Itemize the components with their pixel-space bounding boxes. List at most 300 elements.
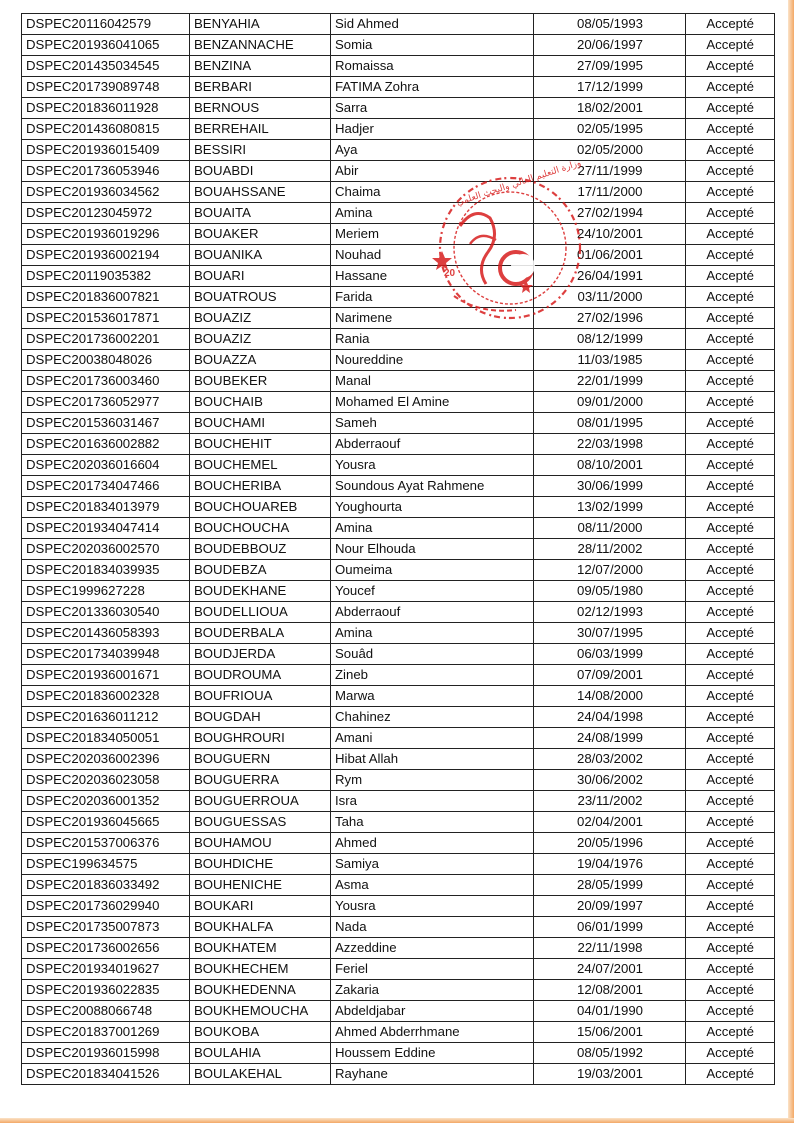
first-name-cell: Amina [331,623,534,644]
last-name-cell: BOUDEBZA [190,560,331,581]
status-cell: Accepté [686,455,775,476]
table-row [22,56,775,77]
registration-id-cell: DSPEC20123045972 [22,203,190,224]
first-name-cell: Sid Ahmed [331,14,534,35]
last-name-cell: BOUKHECHEM [190,959,331,980]
birth-date-cell: 30/06/1999 [534,476,686,497]
last-name-cell: BOUKARI [190,896,331,917]
status-cell: Accepté [686,959,775,980]
registration-id-cell: DSPEC201336030540 [22,602,190,623]
first-name-cell: Sarra [331,98,534,119]
registration-id-cell: DSPEC201734047466 [22,476,190,497]
stamp-number: 20 [444,268,456,279]
birth-date-cell: 27/02/1994 [534,203,686,224]
first-name-cell: Meriem [331,224,534,245]
table-row [22,833,775,854]
first-name-cell: Zakaria [331,980,534,1001]
status-cell: Accepté [686,371,775,392]
last-name-cell: BOUCHOUAREB [190,497,331,518]
table-row [22,959,775,980]
last-name-cell: BOUAKER [190,224,331,245]
first-name-cell: Youghourta [331,497,534,518]
status-cell: Accepté [686,581,775,602]
status-cell: Accepté [686,728,775,749]
status-cell: Accepté [686,644,775,665]
last-name-cell: BOUCHAIB [190,392,331,413]
first-name-cell: Youcef [331,581,534,602]
birth-date-cell: 08/11/2000 [534,518,686,539]
last-name-cell: BOUCHAMI [190,413,331,434]
status-cell: Accepté [686,434,775,455]
table-row [22,749,775,770]
first-name-cell: Nour Elhouda [331,539,534,560]
table-row [22,875,775,896]
birth-date-cell: 20/09/1997 [534,896,686,917]
last-name-cell: BOUFRIOUA [190,686,331,707]
first-name-cell: Oumeima [331,560,534,581]
status-cell: Accepté [686,686,775,707]
status-cell: Accepté [686,161,775,182]
table-row [22,161,775,182]
first-name-cell: Marwa [331,686,534,707]
status-cell: Accepté [686,938,775,959]
first-name-cell: Soundous Ayat Rahmene [331,476,534,497]
last-name-cell: BERREHAIL [190,119,331,140]
first-name-cell: Amina [331,518,534,539]
last-name-cell: BOUHENICHE [190,875,331,896]
birth-date-cell: 01/06/2001 [534,245,686,266]
status-cell: Accepté [686,476,775,497]
registration-id-cell: DSPEC201736002656 [22,938,190,959]
first-name-cell: FATIMA Zohra [331,77,534,98]
birth-date-cell: 02/12/1993 [534,602,686,623]
last-name-cell: BOUATROUS [190,287,331,308]
table-row [22,770,775,791]
status-cell: Accepté [686,1022,775,1043]
status-cell: Accepté [686,812,775,833]
first-name-cell: Rania [331,329,534,350]
birth-date-cell: 19/03/2001 [534,1064,686,1085]
birth-date-cell: 09/01/2000 [534,392,686,413]
first-name-cell: Azzeddine [331,938,534,959]
first-name-cell: Nada [331,917,534,938]
table-row [22,707,775,728]
table-row [22,854,775,875]
table-row [22,14,775,35]
registration-id-cell: DSPEC201739089748 [22,77,190,98]
last-name-cell: BOUGHROURI [190,728,331,749]
table-row [22,560,775,581]
registration-id-cell: DSPEC20088066748 [22,1001,190,1022]
first-name-cell: Yousra [331,896,534,917]
table-row [22,245,775,266]
registration-id-cell: DSPEC20038048026 [22,350,190,371]
last-name-cell: BOUCHEHIT [190,434,331,455]
registration-id-cell: DSPEC201736003460 [22,371,190,392]
last-name-cell: BENZINA [190,56,331,77]
birth-date-cell: 26/04/1991 [534,266,686,287]
table-row [22,182,775,203]
last-name-cell: BENYAHIA [190,14,331,35]
first-name-cell: Amina [331,203,534,224]
registration-id-cell: DSPEC201836002328 [22,686,190,707]
registration-id-cell: DSPEC202036002570 [22,539,190,560]
first-name-cell: Samiya [331,854,534,875]
birth-date-cell: 17/12/1999 [534,77,686,98]
first-name-cell: Farida [331,287,534,308]
status-cell: Accepté [686,1043,775,1064]
birth-date-cell: 08/12/1999 [534,329,686,350]
last-name-cell: BOUDROUMA [190,665,331,686]
table-row [22,203,775,224]
table-row [22,917,775,938]
registration-id-cell: DSPEC201636011212 [22,707,190,728]
last-name-cell: BOUDJERDA [190,644,331,665]
last-name-cell: BOUGUERN [190,749,331,770]
registration-id-cell: DSPEC201536017871 [22,308,190,329]
status-cell: Accepté [686,14,775,35]
first-name-cell: Hadjer [331,119,534,140]
registration-id-cell: DSPEC201536031467 [22,413,190,434]
first-name-cell: Nouhad [331,245,534,266]
status-cell: Accepté [686,539,775,560]
table-row [22,1022,775,1043]
registration-id-cell: DSPEC201436080815 [22,119,190,140]
status-cell: Accepté [686,56,775,77]
registration-id-cell: DSPEC201537006376 [22,833,190,854]
table-row [22,1043,775,1064]
first-name-cell: Asma [331,875,534,896]
first-name-cell: Chaima [331,182,534,203]
birth-date-cell: 08/10/2001 [534,455,686,476]
status-cell: Accepté [686,287,775,308]
first-name-cell: Abderraouf [331,602,534,623]
status-cell: Accepté [686,35,775,56]
registration-id-cell: DSPEC20119035382 [22,266,190,287]
birth-date-cell: 30/06/2002 [534,770,686,791]
last-name-cell: BERNOUS [190,98,331,119]
birth-date-cell: 24/10/2001 [534,224,686,245]
birth-date-cell: 07/09/2001 [534,665,686,686]
last-name-cell: BOUCHERIBA [190,476,331,497]
last-name-cell: BENZANNACHE [190,35,331,56]
registration-id-cell: DSPEC201936019296 [22,224,190,245]
status-cell: Accepté [686,896,775,917]
registration-id-cell: DSPEC201836007821 [22,287,190,308]
first-name-cell: Mohamed El Amine [331,392,534,413]
official-stamp [430,156,583,336]
birth-date-cell: 03/11/2000 [534,287,686,308]
registration-id-cell: DSPEC201736052977 [22,392,190,413]
birth-date-cell: 27/09/1995 [534,56,686,77]
table-row [22,350,775,371]
first-name-cell: Narimene [331,308,534,329]
first-name-cell: Abir [331,161,534,182]
first-name-cell: Somia [331,35,534,56]
registration-id-cell: DSPEC20116042579 [22,14,190,35]
birth-date-cell: 11/03/1985 [534,350,686,371]
last-name-cell: BOUKOBA [190,1022,331,1043]
registration-id-cell: DSPEC201936002194 [22,245,190,266]
table-row [22,938,775,959]
birth-date-cell: 22/11/1998 [534,938,686,959]
status-cell: Accepté [686,329,775,350]
last-name-cell: BOUKHEMOUCHA [190,1001,331,1022]
table-row [22,77,775,98]
last-name-cell: BOUAZIZ [190,308,331,329]
table-row [22,455,775,476]
birth-date-cell: 13/02/1999 [534,497,686,518]
last-name-cell: BOUKHATEM [190,938,331,959]
status-cell: Accepté [686,308,775,329]
stamp-legend: وزارة التعليم العالي والبحث العلمي [455,158,583,209]
birth-date-cell: 20/06/1997 [534,35,686,56]
last-name-cell: BOUHDICHE [190,854,331,875]
table-row [22,287,775,308]
birth-date-cell: 23/11/2002 [534,791,686,812]
last-name-cell: BOUBEKER [190,371,331,392]
table-row [22,497,775,518]
status-cell: Accepté [686,119,775,140]
status-cell: Accepté [686,140,775,161]
registration-id-cell: DSPEC201936001671 [22,665,190,686]
last-name-cell: BOUAHSSANE [190,182,331,203]
first-name-cell: Chahinez [331,707,534,728]
status-cell: Accepté [686,518,775,539]
last-name-cell: BOUKHEDENNA [190,980,331,1001]
last-name-cell: BESSIRI [190,140,331,161]
table-row [22,518,775,539]
birth-date-cell: 24/07/2001 [534,959,686,980]
registration-id-cell: DSPEC201936045665 [22,812,190,833]
status-cell: Accepté [686,203,775,224]
candidates-table [21,13,775,1085]
registration-id-cell: DSPEC1999627228 [22,581,190,602]
birth-date-cell: 09/05/1980 [534,581,686,602]
registration-id-cell: DSPEC201934019627 [22,959,190,980]
first-name-cell: Hibat Allah [331,749,534,770]
first-name-cell: Ahmed Abderrhmane [331,1022,534,1043]
status-cell: Accepté [686,602,775,623]
status-cell: Accepté [686,392,775,413]
last-name-cell: BOUDEBBOUZ [190,539,331,560]
table-row [22,602,775,623]
first-name-cell: Noureddine [331,350,534,371]
first-name-cell: Aya [331,140,534,161]
table-row [22,812,775,833]
last-name-cell: BOUAZIZ [190,329,331,350]
first-name-cell: Sameh [331,413,534,434]
first-name-cell: Yousra [331,455,534,476]
table-row [22,434,775,455]
birth-date-cell: 12/08/2001 [534,980,686,1001]
birth-date-cell: 27/11/1999 [534,161,686,182]
birth-date-cell: 28/11/2002 [534,539,686,560]
last-name-cell: BOUHAMOU [190,833,331,854]
first-name-cell: Zineb [331,665,534,686]
last-name-cell: BOUGUERROUA [190,791,331,812]
table-row [22,539,775,560]
registration-id-cell: DSPEC199634575 [22,854,190,875]
last-name-cell: BOUAITA [190,203,331,224]
last-name-cell: BOUGDAH [190,707,331,728]
birth-date-cell: 02/04/2001 [534,812,686,833]
last-name-cell: BOULAHIA [190,1043,331,1064]
table-row [22,644,775,665]
registration-id-cell: DSPEC201736053946 [22,161,190,182]
status-cell: Accepté [686,224,775,245]
registration-id-cell: DSPEC201436058393 [22,623,190,644]
table-row [22,35,775,56]
first-name-cell: Isra [331,791,534,812]
table-row [22,791,775,812]
table-row [22,413,775,434]
birth-date-cell: 12/07/2000 [534,560,686,581]
status-cell: Accepté [686,182,775,203]
last-name-cell: BOUABDI [190,161,331,182]
last-name-cell: BOUKHALFA [190,917,331,938]
first-name-cell: Feriel [331,959,534,980]
table-row [22,266,775,287]
registration-id-cell: DSPEC201435034545 [22,56,190,77]
status-cell: Accepté [686,623,775,644]
table-row [22,1064,775,1085]
scan-edge-bottom [0,1118,794,1123]
status-cell: Accepté [686,749,775,770]
first-name-cell: Houssem Eddine [331,1043,534,1064]
table-row [22,392,775,413]
status-cell: Accepté [686,77,775,98]
first-name-cell: Taha [331,812,534,833]
registration-id-cell: DSPEC201834039935 [22,560,190,581]
birth-date-cell: 20/05/1996 [534,833,686,854]
status-cell: Accepté [686,560,775,581]
status-cell: Accepté [686,413,775,434]
table-row [22,308,775,329]
birth-date-cell: 14/08/2000 [534,686,686,707]
birth-date-cell: 08/05/1992 [534,1043,686,1064]
last-name-cell: BOUDEKHANE [190,581,331,602]
birth-date-cell: 22/01/1999 [534,371,686,392]
table-row [22,119,775,140]
table-row [22,623,775,644]
registration-id-cell: DSPEC201736029940 [22,896,190,917]
status-cell: Accepté [686,707,775,728]
registration-id-cell: DSPEC201735007873 [22,917,190,938]
birth-date-cell: 02/05/2000 [534,140,686,161]
status-cell: Accepté [686,266,775,287]
birth-date-cell: 24/08/1999 [534,728,686,749]
registration-id-cell: DSPEC201736002201 [22,329,190,350]
last-name-cell: BOUAZZA [190,350,331,371]
first-name-cell: Abdeldjabar [331,1001,534,1022]
table-row [22,140,775,161]
birth-date-cell: 06/03/1999 [534,644,686,665]
registration-id-cell: DSPEC201934047414 [22,518,190,539]
registration-id-cell: DSPEC201636002882 [22,434,190,455]
registration-id-cell: DSPEC202036023058 [22,770,190,791]
first-name-cell: Amani [331,728,534,749]
status-cell: Accepté [686,497,775,518]
table-row [22,329,775,350]
registration-id-cell: DSPEC201936022835 [22,980,190,1001]
birth-date-cell: 18/02/2001 [534,98,686,119]
birth-date-cell: 02/05/1995 [534,119,686,140]
table-row [22,224,775,245]
status-cell: Accepté [686,854,775,875]
registration-id-cell: DSPEC201837001269 [22,1022,190,1043]
table-row [22,896,775,917]
birth-date-cell: 19/04/1976 [534,854,686,875]
birth-date-cell: 27/02/1996 [534,308,686,329]
first-name-cell: Rym [331,770,534,791]
table-row [22,980,775,1001]
birth-date-cell: 15/06/2001 [534,1022,686,1043]
registration-id-cell: DSPEC201936034562 [22,182,190,203]
birth-date-cell: 28/03/2002 [534,749,686,770]
status-cell: Accepté [686,1001,775,1022]
registration-id-cell: DSPEC201936041065 [22,35,190,56]
status-cell: Accepté [686,245,775,266]
status-cell: Accepté [686,1064,775,1085]
first-name-cell: Romaissa [331,56,534,77]
birth-date-cell: 08/05/1993 [534,14,686,35]
first-name-cell: Abderraouf [331,434,534,455]
status-cell: Accepté [686,791,775,812]
last-name-cell: BOUANIKA [190,245,331,266]
last-name-cell: BOULAKEHAL [190,1064,331,1085]
birth-date-cell: 28/05/1999 [534,875,686,896]
registration-id-cell: DSPEC201936015409 [22,140,190,161]
registration-id-cell: DSPEC202036002396 [22,749,190,770]
registration-id-cell: DSPEC201936015998 [22,1043,190,1064]
registration-id-cell: DSPEC201836033492 [22,875,190,896]
last-name-cell: BOUGUERRA [190,770,331,791]
status-cell: Accepté [686,980,775,1001]
birth-date-cell: 30/07/1995 [534,623,686,644]
status-cell: Accepté [686,98,775,119]
last-name-cell: BOUGUESSAS [190,812,331,833]
birth-date-cell: 04/01/1990 [534,1001,686,1022]
birth-date-cell: 06/01/1999 [534,917,686,938]
table-row [22,371,775,392]
first-name-cell: Hassane [331,266,534,287]
birth-date-cell: 08/01/1995 [534,413,686,434]
registration-id-cell: DSPEC201834041526 [22,1064,190,1085]
last-name-cell: BERBARI [190,77,331,98]
status-cell: Accepté [686,770,775,791]
table-row [22,665,775,686]
birth-date-cell: 24/04/1998 [534,707,686,728]
table-row [22,98,775,119]
status-cell: Accepté [686,350,775,371]
birth-date-cell: 17/11/2000 [534,182,686,203]
table-row [22,728,775,749]
birth-date-cell: 22/03/1998 [534,434,686,455]
status-cell: Accepté [686,833,775,854]
registration-id-cell: DSPEC201734039948 [22,644,190,665]
first-name-cell: Souâd [331,644,534,665]
candidates-table-body [22,14,775,1085]
registration-id-cell: DSPEC202036001352 [22,791,190,812]
table-row [22,581,775,602]
last-name-cell: BOUARI [190,266,331,287]
status-cell: Accepté [686,917,775,938]
last-name-cell: BOUDERBALA [190,623,331,644]
scan-edge-right [788,0,794,1123]
table-row [22,686,775,707]
first-name-cell: Manal [331,371,534,392]
